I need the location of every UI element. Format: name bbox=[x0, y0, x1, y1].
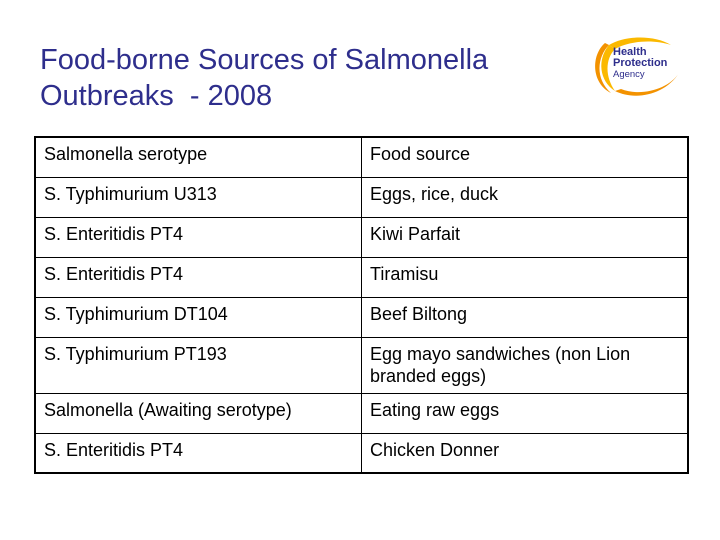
table-row bbox=[35, 217, 688, 257]
table-row bbox=[35, 433, 688, 473]
outbreak-table bbox=[34, 136, 689, 474]
table-row bbox=[35, 257, 688, 297]
serotype-cell: S. Enteritidis PT4 bbox=[35, 217, 362, 257]
table-row bbox=[35, 337, 688, 393]
logo-line-2: Protection bbox=[613, 57, 668, 69]
food-source-cell: Tiramisu bbox=[362, 257, 689, 297]
table-header-row bbox=[35, 137, 688, 177]
serotype-cell: S. Enteritidis PT4 bbox=[35, 433, 362, 473]
logo-line-3: Agency bbox=[613, 69, 645, 80]
food-source-cell: Kiwi Parfait bbox=[362, 217, 689, 257]
logo-line-1: Health bbox=[613, 46, 647, 58]
title-line-2: Outbreaks - 2008 bbox=[40, 80, 273, 112]
logo-wordmark bbox=[613, 47, 677, 80]
header-serotype: Salmonella serotype bbox=[35, 137, 362, 177]
header-food-source: Food source bbox=[362, 137, 689, 177]
table-row bbox=[35, 177, 688, 217]
serotype-cell: S. Typhimurium DT104 bbox=[35, 297, 362, 337]
serotype-cell: S. Enteritidis PT4 bbox=[35, 257, 362, 297]
title-line-1: Food-borne Sources of Salmonella bbox=[40, 44, 489, 76]
food-source-cell: Eggs, rice, duck bbox=[362, 177, 689, 217]
table-row bbox=[35, 297, 688, 337]
slide-title bbox=[40, 42, 600, 114]
food-source-cell: Egg mayo sandwiches (non Lion branded eggs) bbox=[362, 337, 689, 393]
serotype-cell: S. Typhimurium U313 bbox=[35, 177, 362, 217]
serotype-cell: Salmonella (Awaiting serotype) bbox=[35, 393, 362, 433]
food-source-cell: Chicken Donner bbox=[362, 433, 689, 473]
serotype-cell: S. Typhimurium PT193 bbox=[35, 337, 362, 393]
hpa-logo bbox=[585, 33, 683, 103]
table-row bbox=[35, 393, 688, 433]
food-source-cell: Beef Biltong bbox=[362, 297, 689, 337]
food-source-cell: Eating raw eggs bbox=[362, 393, 689, 433]
